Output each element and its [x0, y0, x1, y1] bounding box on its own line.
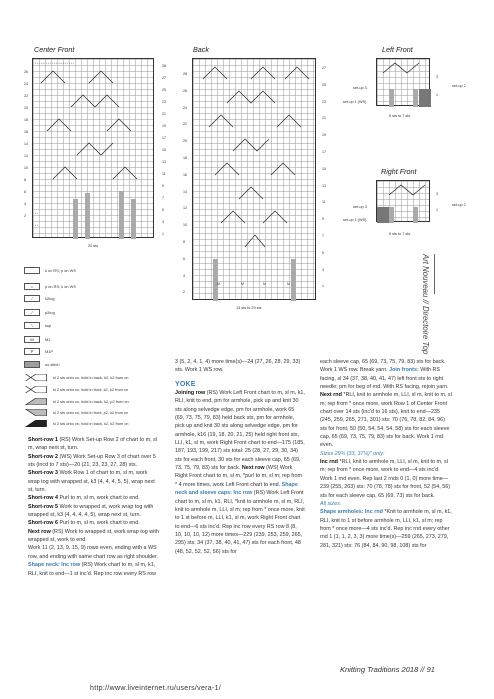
- page-footer: Knitting Traditions 2018 // 91: [340, 665, 435, 674]
- center-front-row-numbers: 28 27 25 23 21 19 17 15 13 11 9 7 5 3 1: [162, 64, 166, 236]
- left-front-setup-3: set-up 3: [353, 86, 367, 90]
- svg-text:M: M: [287, 282, 290, 286]
- center-front-title: Center Front: [34, 45, 75, 54]
- legend-swatch-p2tog: ⟋: [24, 309, 40, 316]
- right-front-setup-right: set-up 2: [452, 203, 466, 207]
- legend-item: sl 2 sts onto cn, hold in back, k2, k2 from cn: [24, 418, 128, 428]
- text-column-2: 3 (5, 2, 4, 1, 4) more time(s)—24 (27, 26, 28, 29, 33) sts. Work 1 WS row. YOKE Joining row (RS) Work Left Front chart to m, sl m, k1, RLI, knit to end, pm for armhole, pick up and knit 30 sts along selvedge edge, pm for armhole, work 65 (69, 73, 75, 79, 83) held back sts, pm for armhole, pick up and knit 30 sts along selvedge edge, pm for armhole, k16 (19, 18, 20, 21, 25) held right front sts, LLI, k1, sl m, work Right Front chart to end—175 (185, 187, 193, 199, 217) sts total: 25 (28, 27, 29, 30, 34) sts for each front, 30 sts for each sleeve cap, 65 (69, 73, 75, 79, 83) sts for back. Next row (WS) Work Right Front chart to m, sl m, *purl to m, sl m; rep from * 4 more times, work Left Front chart to end. Shape neck and sleeve caps: Inc row (RS) Work Left Front chart to m, sl m, k1, RLI, *knit to armhole m, sl m, RLI, knit to armhole m, LLI, sl m; rep from * once more, knit to 1 st before m, LLI, k1, sl m, work Right Front chart to end—6 sts inc'd. Rep inc row every RS row 8 (8, 10, 10, 10, 12) more times—229 (239, 253, 259, 265, 295) sts: 34 (37, 38, 40, 41, 47) sts for each front, 48 (48, 52, 52, 52, 56) sts for: [175, 359, 305, 555]
- right-front-footer: 5 sts to 7 sts: [389, 232, 411, 236]
- svg-text:M: M: [241, 282, 244, 286]
- center-front-row-numbers-left: 26 24 22 20 18 16 14 12 10 8 6 4 2: [24, 70, 28, 218]
- svg-text:• •: • •: [35, 223, 38, 227]
- back-chart: [192, 58, 316, 300]
- right-front-row-numbers: 3 1: [436, 192, 438, 212]
- left-front-chart: [376, 58, 430, 106]
- center-front-chart: [32, 58, 154, 238]
- legend-item: sl 2 sts onto cn, hold in back, k2, p2 from cn: [24, 396, 129, 406]
- right-front-title: Right Front: [381, 167, 417, 176]
- back-title: Back: [193, 45, 209, 54]
- center-front-chart-marks: [33, 59, 155, 239]
- left-front-setup-right: set-up 2: [452, 84, 466, 88]
- left-front-chart-marks: [377, 59, 431, 107]
- right-front-chart-marks: [377, 181, 431, 223]
- left-front-row-numbers: 3 1: [436, 75, 438, 97]
- legend-item: sl 2 sts onto cn, hold in front, k2, k2 from cn: [24, 384, 128, 394]
- legend-cable-4-icon: [24, 409, 48, 416]
- right-front-setup-1: set-up 1 (WS): [343, 218, 367, 222]
- legend-cable-5-icon: [24, 420, 48, 427]
- legend-item: ⟋ k2tog: [24, 293, 55, 303]
- right-front-setup-3: set-up 3: [353, 205, 367, 209]
- legend-item: no stitch: [24, 359, 60, 369]
- back-row-numbers-left: 28 26 24 22 20 18 16 14 12 10 8 6 4 2: [183, 72, 187, 295]
- left-front-title: Left Front: [382, 45, 413, 54]
- legend-cable-2-icon: [24, 386, 48, 393]
- legend-swatch-purl: •: [24, 283, 40, 290]
- left-front-footer: 5 sts to 7 sts: [389, 114, 411, 118]
- svg-text:• •: • •: [35, 211, 38, 215]
- legend-cable-3-icon: [24, 398, 48, 405]
- right-front-chart: [376, 180, 430, 222]
- watermark-url[interactable]: http://www.liveinternet.ru/users/vera-1/: [90, 685, 222, 692]
- center-front-footer: 20 sts: [88, 244, 99, 248]
- legend-item: sl 2 sts onto cn, hold in back, k2, k2 from cn: [24, 372, 128, 382]
- left-front-setup-1: set-up 1 (WS): [343, 100, 367, 104]
- legend-cable-1-icon: [24, 374, 48, 381]
- back-chart-marks: [193, 59, 317, 301]
- legend-item: k on RS; p on WS: [24, 265, 76, 275]
- legend-swatch-m1p: P: [24, 348, 40, 355]
- legend-item: M M1: [24, 334, 50, 344]
- legend-swatch-no-stitch: [24, 361, 40, 368]
- text-column-3: each sleeve cap, 65 (69, 73, 75, 79, 83) sts for back. Work 1 WS row. Break yarn. Join fronts: With RS facing, sl 34 (37, 38, 40, 41, 47) left front sts to right needle; pm for beg of rnd. With RS facing, rejoin yarn. Next rnd *RLI, knit to armhole m, LLI, sl m, knit to m, sl m; rep from * once more, work Row 1 of Center Front chart over 14 sts (inc'd to 16 sts), knit to end—235 (245, 259, 265, 271, 301) sts: 70 (76, 78, 82, 84, 96) sts for front, 50 (50, 54, 54, 54, 58) sts for each sleeve cap, 65 (69, 73, 75, 79, 83) sts for back. Work 1 rnd even. Sizes 29¾ (33, 37¼)" only: Inc rnd *RLI, knit to armhole m, LLI, sl m, knit to m, sl m; rep from * once more, work to end—4 sts inc'd. Work 1 rnd even. Rep last 2 rnds 0 (1, 0) more time—239 (255, 263) sts: 70 (78, 78) sts for front, 52 (54, 56) sts for each sleeve cap, 65 (69, 73) sts for back. All sizes: Shape armholes: Inc rnd *Knit to armhole m, sl m, k1, RLI, knit to 1 st before armhole m, LLI, k1, sl m; rep from * once more—4 sts inc'd. Rep inc rnd every other rnd 1 (1, 1, 2, 3, 3) more time(s)—259 (265, 273, 279, 281, 321) sts: 76 (84, 84, 90, 98, 108) sts for: [320, 359, 452, 549]
- svg-text:M: M: [217, 282, 220, 286]
- legend-item: sl 2 sts onto cn, hold in front, p2, k2 from cn: [24, 407, 128, 417]
- legend-swatch-k2tog: ⟋: [24, 295, 40, 302]
- svg-text:• • • • • • • • • • • • • • •: • • • • • • • • • • • • • • • • • • • • •: [35, 61, 74, 65]
- back-row-numbers: 27 25 23 21 19 17 15 13 11 9 7 5 3 1: [322, 66, 326, 289]
- back-footer: 13 sts to 29 sts: [236, 306, 262, 310]
- side-rule: [434, 254, 435, 294]
- legend-item: • p on RS; k on WS: [24, 281, 76, 291]
- legend-swatch-m1: M: [24, 336, 40, 343]
- legend-item: ⟍ ssp: [24, 320, 51, 330]
- legend-swatch-ssp: ⟍: [24, 322, 40, 329]
- svg-text:M: M: [263, 282, 266, 286]
- side-running-title: Art Nouveau // Directoire Top: [421, 254, 430, 355]
- text-column-1: Short-row 1 (RS) Work Set-up Row 2 of chart to m, sl m, wrap next st, turn. Short-row 2 (WS) Work Set-up Row 3 of chart over 5 sts (incd to 7 sts)—20 (21, 23, 23, 27, 28) sts. Short-row 3 Work Row 1 of chart to m, sl m, work wrap tog with wrapped st, k3 (4, 4, 4, 5, 5), wrap next st, turn. Short-row 4 Purl to m, sl m, work chart to end. Short-row 5 Work to wrapped st, work wrap tog with wrapped st, k3 (4, 4, 4, 4, 5), wrap next st, turn. Short-row 6 Purl to m, sl m, work chart to end. Next row (RS) Work to wrapped st, work wrap tog with wrapped st, work to end. Work 11 (2, 13, 9, 15, 9) rows even, ending with a WS row, and ending with same chart row as right shoulder. Shape neck: Inc row (RS) Work chart to m, sl m, k1, RLI, knit to end—1 st inc'd. Rep inc row every RS row: [28, 437, 159, 577]
- legend-swatch-knit: [24, 267, 40, 274]
- legend-item: ⟋ p2tog: [24, 307, 55, 317]
- legend-item: P M1P: [24, 346, 53, 356]
